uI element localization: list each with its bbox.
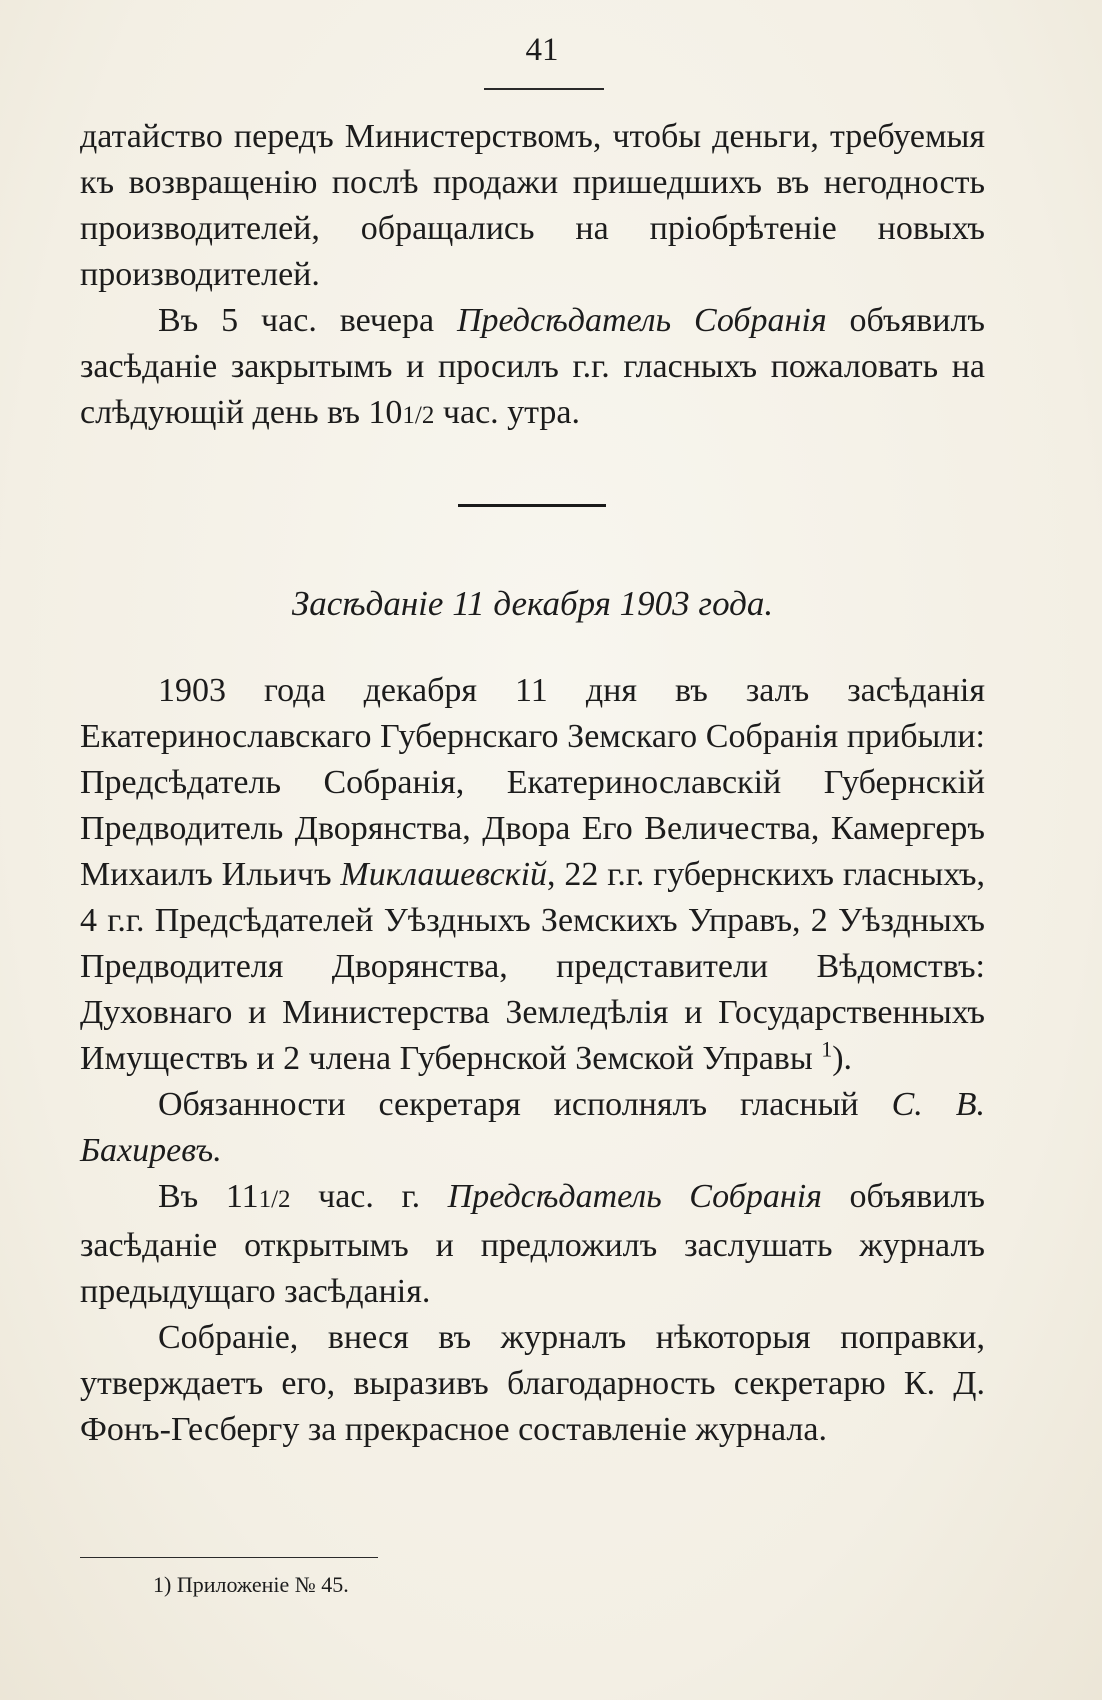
text-run: час. г. (290, 1178, 448, 1215)
text-run: Въ 5 час. вечера (158, 302, 457, 339)
chairman-title: Предсѣдатель Собранія (457, 302, 827, 339)
text-run: Обязанности секретаря исполнялъ гласный (158, 1086, 892, 1123)
chairman-title: Предсѣдатель Собранія (447, 1178, 822, 1215)
header-rule (484, 88, 604, 90)
paragraph-session-opened (80, 1174, 985, 1315)
paragraph-journal-approved: Собраніе, внеся въ журналъ нѣкоторыя поправки, утверждаетъ его, выразивъ благодарность секретарю К. Д. Фонъ-Гесбергу за прекрасное составленіе журнала. (80, 1319, 985, 1448)
text-run: объявилъ засѣданіе открытымъ и предложилъ заслушать журналъ предыдущаго засѣданія. (80, 1178, 985, 1310)
section-divider (458, 504, 606, 507)
text-run: Въ 11 (158, 1178, 259, 1215)
text-block-session (80, 668, 985, 1453)
secretary-name: С. В. Бахиревъ. (80, 1086, 985, 1169)
text-run: 1903 года декабря 11 дня въ залъ засѣданія Екатеринославскаго Губернскаго Земскаго Собранія прибыли: Предсѣдатель Собранія, Екатеринославскій Губернскій Предводитель Дворянства, Двора Его Величества, Камергеръ Михаилъ Ильичъ (80, 672, 985, 893)
fraction: 1/2 (258, 1186, 291, 1213)
footnote: 1) Приложеніе № 45. (153, 1572, 349, 1597)
paragraph-session-closed (80, 298, 985, 439)
fraction: 1/2 (402, 402, 435, 429)
text-run: час. утра. (434, 394, 581, 431)
person-name: Миклашевскій (340, 856, 548, 893)
text-run: ). (832, 1040, 853, 1077)
text-block-previous-session (80, 114, 985, 439)
footnote-rule (80, 1557, 378, 1558)
paragraph-petition: датайство передъ Министерствомъ, чтобы деньги, требуемыя къ возвращенію послѣ продажи пришедшихъ въ негодность производителей, обращались на пріобрѣтеніе новыхъ производителей. (80, 118, 985, 293)
section-title: Засѣданіе 11 декабря 1903 года. (291, 584, 774, 623)
text-run: , 22 г.г. губернскихъ гласныхъ, 4 г.г. Предсѣдателей Уѣздныхъ Земскихъ Управъ, 2 Уѣздныхъ Предводителя Дворянства, представители Вѣдомствъ: Духовнаго и Министерства Земледѣлія и Государственныхъ Имуществъ и 2 члена Губернской Земской Управы (80, 856, 986, 1077)
paragraph-secretary (80, 1082, 985, 1174)
footnote-marker: 1 (821, 1036, 833, 1062)
page-number: 41 (525, 32, 559, 68)
text-run: объявилъ засѣданіе закрытымъ и просилъ г.г. гласныхъ пожаловать на слѣдующій день въ 10 (80, 302, 986, 431)
paragraph-attendance (80, 668, 985, 1082)
